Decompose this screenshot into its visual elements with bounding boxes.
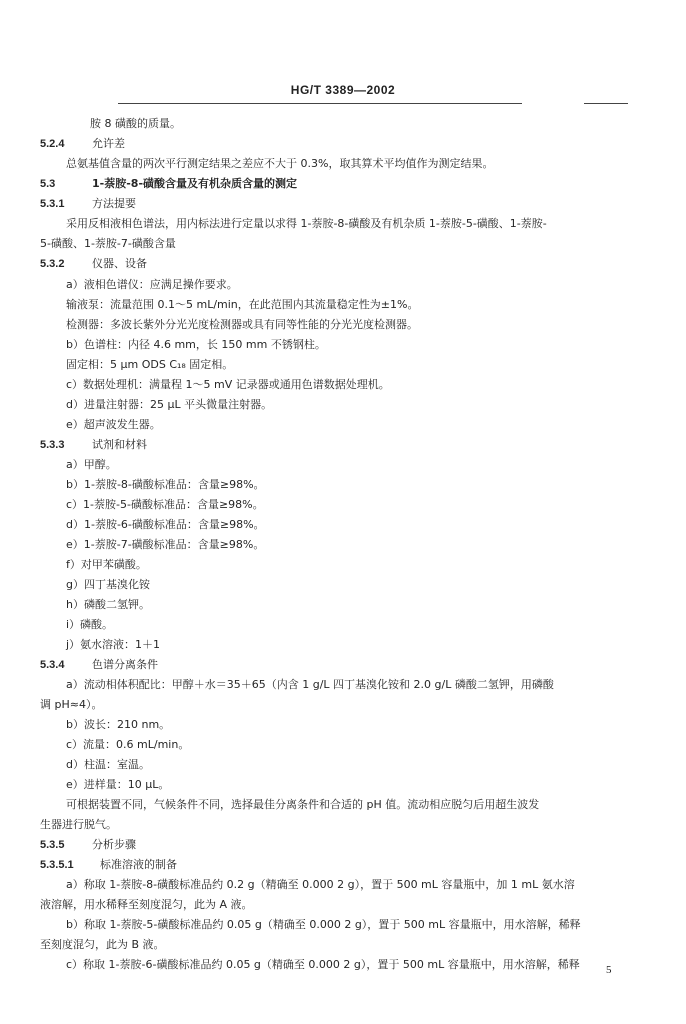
header-rule xyxy=(118,103,522,104)
list-item: b）波长：210 nm。 xyxy=(66,718,171,731)
list-item: c）流量：0.6 mL/min。 xyxy=(66,738,190,751)
subsection-heading: 5.3.1 方法提要 xyxy=(40,197,136,210)
list-item: d）1-萘胺-6-磺酸标准品：含量≥98%。 xyxy=(66,518,265,531)
list-item: b）色谱柱：内径 4.6 mm，长 150 mm 不锈钢柱。 xyxy=(66,338,326,351)
text-line: 至刻度混匀，此为 B 液。 xyxy=(40,938,165,951)
header-rule-right xyxy=(584,103,628,104)
text-line: 输液泵：流量范围 0.1～5 mL/min，在此范围内其流量稳定性为±1%。 xyxy=(66,298,419,311)
text-line: 5-磺酸、1-萘胺-7-磺酸含量 xyxy=(40,237,176,250)
list-item: c）称取 1-萘胺-6-磺酸标准品约 0.05 g（精确至 0.000 2 g），置于 500 mL 容量瓶中，用水溶解，稀释 xyxy=(66,958,580,971)
list-item: c）数据处理机：满量程 1～5 mV 记录器或通用色谱数据处理机。 xyxy=(66,378,390,391)
list-item: e）超声波发生器。 xyxy=(66,418,161,431)
text-line: 总氨基值含量的两次平行测定结果之差应不大于 0.3%，取其算术平均值作为测定结果。 xyxy=(66,157,494,170)
list-item: a）液相色谱仪：应满足操作要求。 xyxy=(66,278,238,291)
section-heading: 5.3 1-萘胺-8-磺酸含量及有机杂质含量的测定 xyxy=(40,177,298,190)
list-item: e）进样量：10 μL。 xyxy=(66,778,170,791)
page-number: 5 xyxy=(606,964,612,976)
list-item: e）1-萘胺-7-磺酸标准品：含量≥98%。 xyxy=(66,538,265,551)
subsection-heading: 5.3.5 分析步骤 xyxy=(40,838,136,851)
text-line: 生器进行脱气。 xyxy=(40,818,117,831)
text-line: 固定相：5 μm ODS C₁₈ 固定相。 xyxy=(66,358,234,371)
list-item: b）称取 1-萘胺-5-磺酸标准品约 0.05 g（精确至 0.000 2 g），置于 500 mL 容量瓶中，用水溶解，稀释 xyxy=(66,918,581,931)
list-item: i）磷酸。 xyxy=(66,618,114,631)
list-item: a）流动相体积配比：甲醇＋水＝35＋65（内含 1 g/L 四丁基溴化铵和 2.0 g/L 磷酸二氢钾，用磷酸 xyxy=(66,678,554,691)
list-item: c）1-萘胺-5-磺酸标准品：含量≥98%。 xyxy=(66,498,264,511)
text-line: 采用反相液相色谱法，用内标法进行定量以求得 1-萘胺-8-磺酸及有机杂质 1-萘胺-5-磺酸、1-萘胺- xyxy=(66,217,547,230)
list-item: a）称取 1-萘胺-8-磺酸标准品约 0.2 g（精确至 0.000 2 g），置于 500 mL 容量瓶中，加 1 mL 氨水溶 xyxy=(66,878,575,891)
list-item: f）对甲苯磺酸。 xyxy=(66,558,147,571)
list-item: h）磷酸二氢钾。 xyxy=(66,598,150,611)
subsection-heading: 5.3.4 色谱分离条件 xyxy=(40,658,158,671)
list-item: j）氨水溶液：1＋1 xyxy=(66,638,161,651)
subsection-heading: 5.3.3 试剂和材料 xyxy=(40,438,147,451)
list-item: g）四丁基溴化铵 xyxy=(66,578,150,591)
list-item: d）进量注射器：25 μL 平头微量注射器。 xyxy=(66,398,273,411)
subsection-heading: 5.3.2 仪器、设备 xyxy=(40,257,147,270)
list-item: b）1-萘胺-8-磺酸标准品：含量≥98%。 xyxy=(66,478,265,491)
subsection-heading: 5.3.5.1 标准溶液的制备 xyxy=(40,858,177,871)
text-line: 调 pH≈4）。 xyxy=(40,698,103,711)
text-line: 可根据装置不同，气候条件不同，选择最佳分离条件和合适的 pH 值。流动相应脱匀后用超生波发 xyxy=(66,798,540,811)
list-item: a）甲醇。 xyxy=(66,458,117,471)
text-line: 液溶解，用水稀释至刻度混匀，此为 A 液。 xyxy=(40,898,253,911)
standard-code-header: HG/T 3389—2002 xyxy=(290,83,396,97)
text-line: 检测器：多波长紫外分光光度检测器或具有同等性能的分光光度检测器。 xyxy=(66,318,418,331)
list-item: d）柱温：室温。 xyxy=(66,758,150,771)
text-line: 胺 8 磺酸的质量。 xyxy=(90,117,181,130)
subsection-heading: 5.2.4 允许差 xyxy=(40,137,125,150)
